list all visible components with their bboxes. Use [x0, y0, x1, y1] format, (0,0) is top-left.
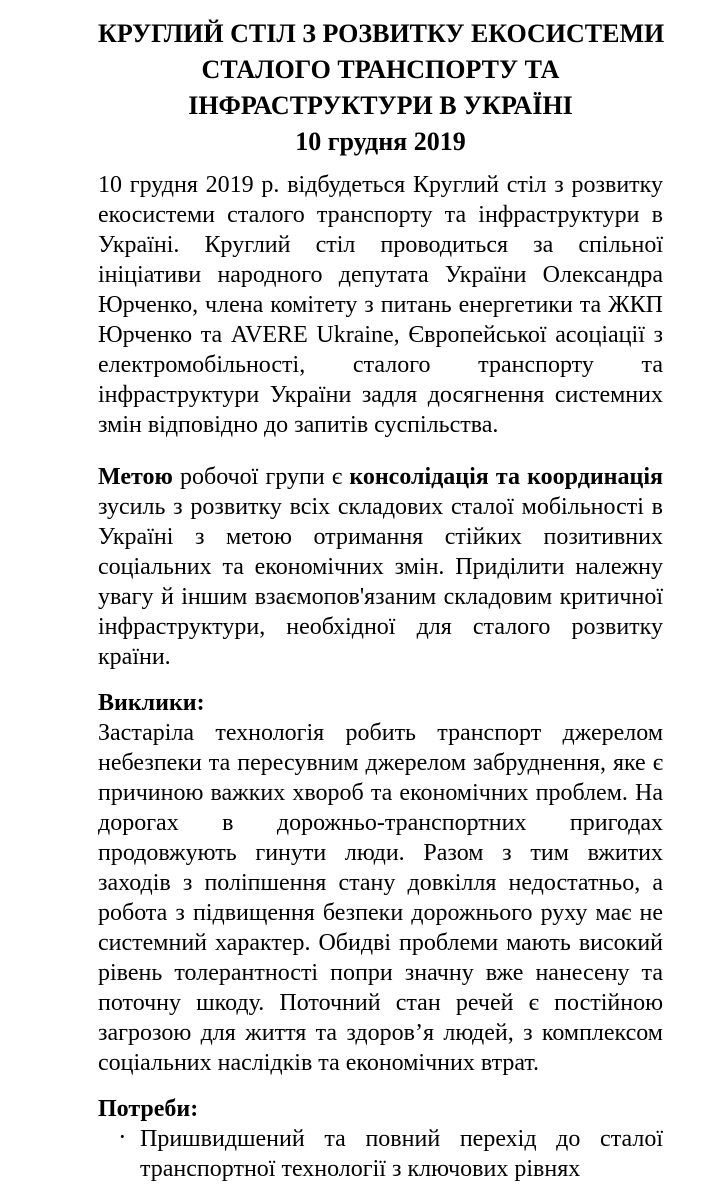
goal-text-2: зусиль з розвитку всіх складових сталої мобільності в Україні з метою отримання стійких позитивних соціальних та економічних змін. Приділити належну увагу й іншим взаємопов'язаним складовим критичної інфраструктури, необхідної для сталого розвитку країни.: [98, 494, 663, 670]
document-title: [98, 16, 663, 160]
title-line-1: КРУГЛИЙ СТІЛ З РОЗВИТКУ ЕКОСИСТЕМИ: [98, 19, 665, 48]
title-line-2: СТАЛОГО ТРАНСПОРТУ ТА: [201, 55, 560, 84]
challenges-heading: Виклики:: [98, 690, 205, 716]
date-line: 10 грудня 2019: [295, 127, 466, 156]
challenges-paragraph: Застаріла технологія робить транспорт джерелом небезпеки та пересувним джерелом забруднення, яке є причиною важких хвороб та економічних проблем. На дорогах в дорожньо-транспортних пригодах продовжують гинути люди. Разом з тим вжитих заходів з поліпшення стану довкілля недостатньо, а робота з підвищення безпеки дорожнього руху має не системний характер. Обидві проблеми мають високий рівень толерантності попри значну вже нанесену та поточну шкоду. Поточний стан речей є постійною загрозою для життя та здоров’я людей, з комплексом соціальних наслідків та економічних втрат.: [98, 720, 663, 1076]
needs-list: [98, 1124, 663, 1184]
goal-text-1: робочої групи є: [172, 464, 350, 490]
needs-heading: Потреби:: [98, 1096, 199, 1122]
goal-keywords-bold: консолідація та координація: [349, 464, 663, 490]
list-item: [98, 1124, 663, 1184]
title-line-3: ІНФРАСТРУКТУРИ В УКРАЇНІ: [188, 91, 573, 120]
need-item-text: Пришвидшений та повний перехід до сталої транспортної технології з ключових рівнях: [140, 1126, 663, 1182]
bullet-icon: ·: [118, 1122, 127, 1151]
goal-paragraph: [98, 462, 663, 672]
goal-lead-bold: Метою: [98, 464, 173, 490]
intro-paragraph: 10 грудня 2019 р. відбудеться Круглий стіл з розвитку екосистеми сталого транспорту та інфраструктури в Україні. Круглий стіл проводиться за спільної ініціативи народного депутата України Олександра Юрченко, члена комітету з питань енергетики та ЖКП Юрченко та AVERE Ukraine, Європейської асоціації з електромобільності, сталого транспорту та інфраструктури України задля досягнення системних змін відповідно до запитів суспільства.: [98, 172, 663, 438]
